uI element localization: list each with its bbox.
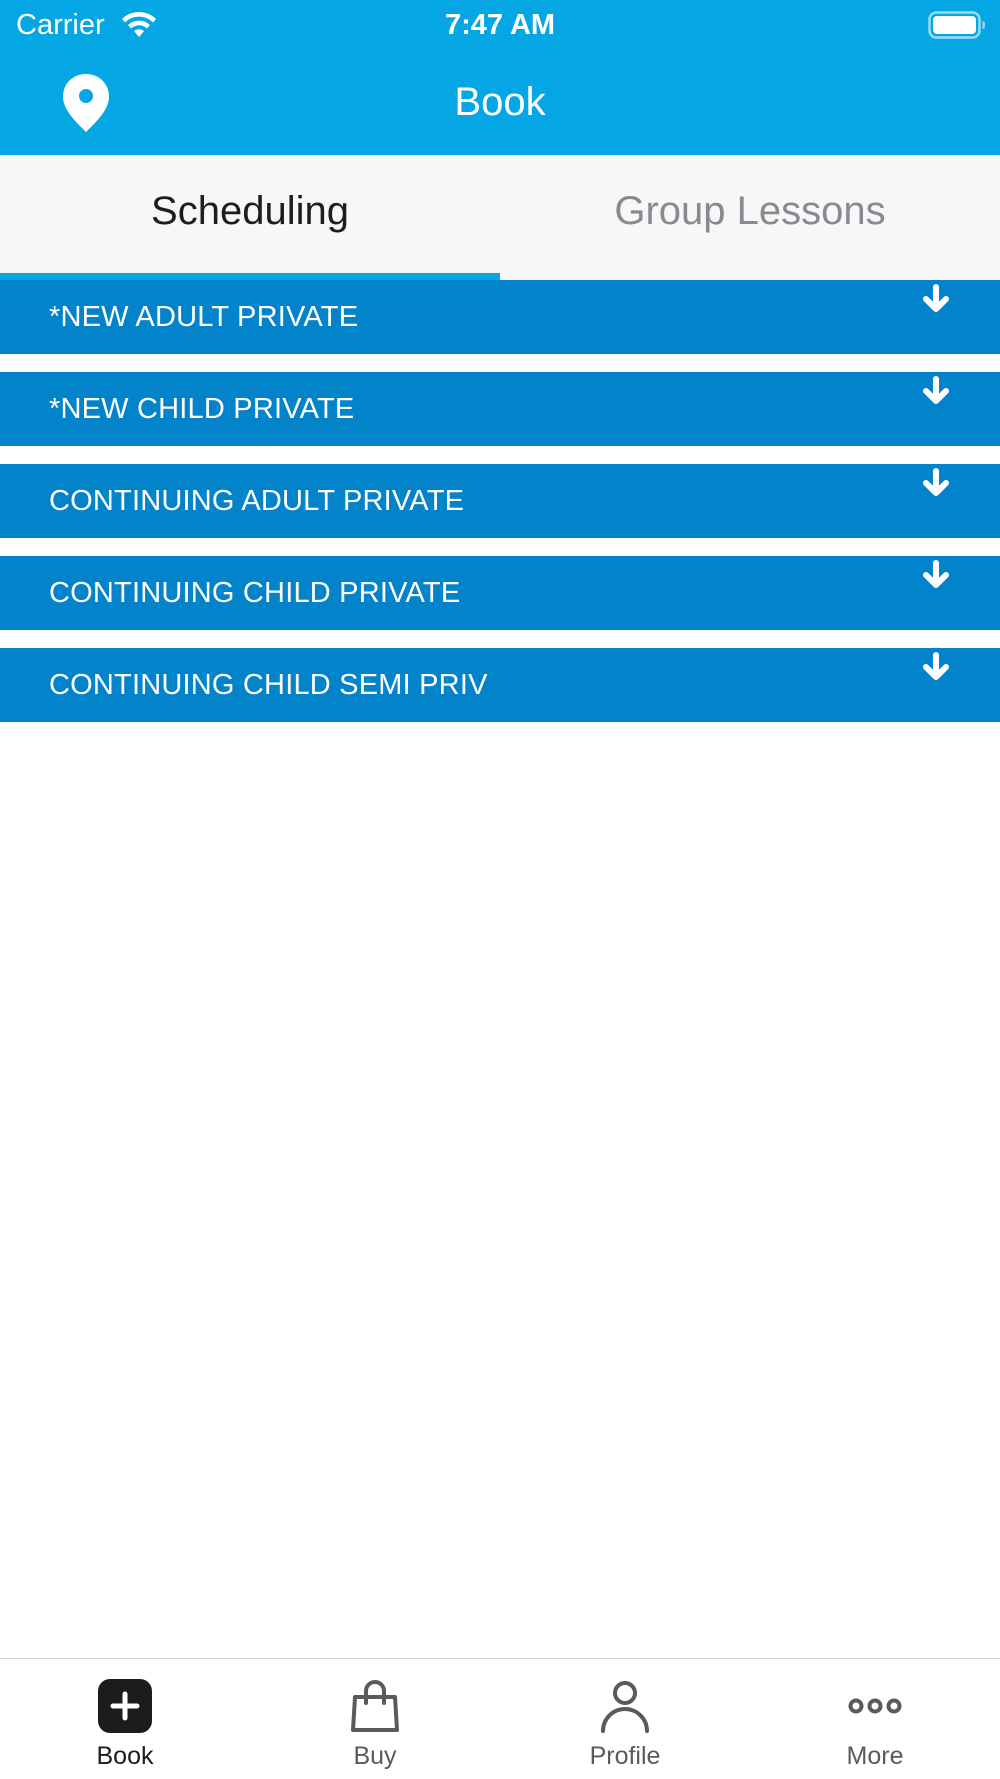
tab-bar-book-label: Book bbox=[96, 1742, 154, 1770]
shopping-bag-icon bbox=[348, 1679, 402, 1733]
segment-tabs bbox=[0, 155, 1000, 280]
lesson-item-new-child-private[interactable] bbox=[0, 372, 1000, 446]
tab-group-lessons[interactable] bbox=[500, 155, 1000, 280]
lesson-list bbox=[0, 280, 1000, 740]
lesson-item-label: CONTINUING CHILD SEMI PRIV bbox=[49, 669, 488, 701]
tab-group-lessons-label: Group Lessons bbox=[614, 189, 886, 233]
arrow-down-icon bbox=[920, 652, 952, 684]
status-bar bbox=[0, 0, 1000, 50]
status-time: 7:47 AM bbox=[444, 9, 556, 41]
tab-bar-book[interactable] bbox=[0, 1659, 250, 1779]
lesson-item-label: CONTINUING ADULT PRIVATE bbox=[49, 485, 465, 517]
arrow-down-icon bbox=[920, 376, 952, 408]
lesson-item-new-adult-private[interactable] bbox=[0, 280, 1000, 354]
lesson-item-continuing-adult-private[interactable] bbox=[0, 464, 1000, 538]
lesson-item-continuing-child-private[interactable] bbox=[0, 556, 1000, 630]
page-title: Book bbox=[454, 80, 546, 124]
tab-bar-buy[interactable] bbox=[250, 1659, 500, 1779]
carrier-label: Carrier bbox=[16, 9, 105, 41]
lesson-item-label: *NEW ADULT PRIVATE bbox=[49, 301, 359, 333]
bottom-tab-bar bbox=[0, 1658, 1000, 1779]
lesson-item-continuing-child-semi-priv[interactable] bbox=[0, 648, 1000, 722]
tab-bar-more-label: More bbox=[846, 1742, 904, 1770]
tab-scheduling[interactable] bbox=[0, 155, 500, 280]
tab-bar-profile-label: Profile bbox=[589, 1742, 661, 1770]
tab-bar-more[interactable] bbox=[750, 1659, 1000, 1779]
ellipsis-icon bbox=[848, 1679, 902, 1733]
arrow-down-icon bbox=[920, 468, 952, 500]
plus-square-icon bbox=[98, 1679, 152, 1733]
lesson-item-label: *NEW CHILD PRIVATE bbox=[49, 393, 355, 425]
tab-scheduling-label: Scheduling bbox=[151, 189, 349, 233]
tab-bar-buy-label: Buy bbox=[353, 1742, 397, 1770]
tab-bar-profile[interactable] bbox=[500, 1659, 750, 1779]
lesson-item-label: CONTINUING CHILD PRIVATE bbox=[49, 577, 461, 609]
header bbox=[0, 0, 1000, 155]
active-tab-indicator bbox=[0, 273, 500, 280]
arrow-down-icon bbox=[920, 284, 952, 316]
battery-icon bbox=[928, 11, 986, 39]
arrow-down-icon bbox=[920, 560, 952, 592]
person-icon bbox=[598, 1679, 652, 1733]
